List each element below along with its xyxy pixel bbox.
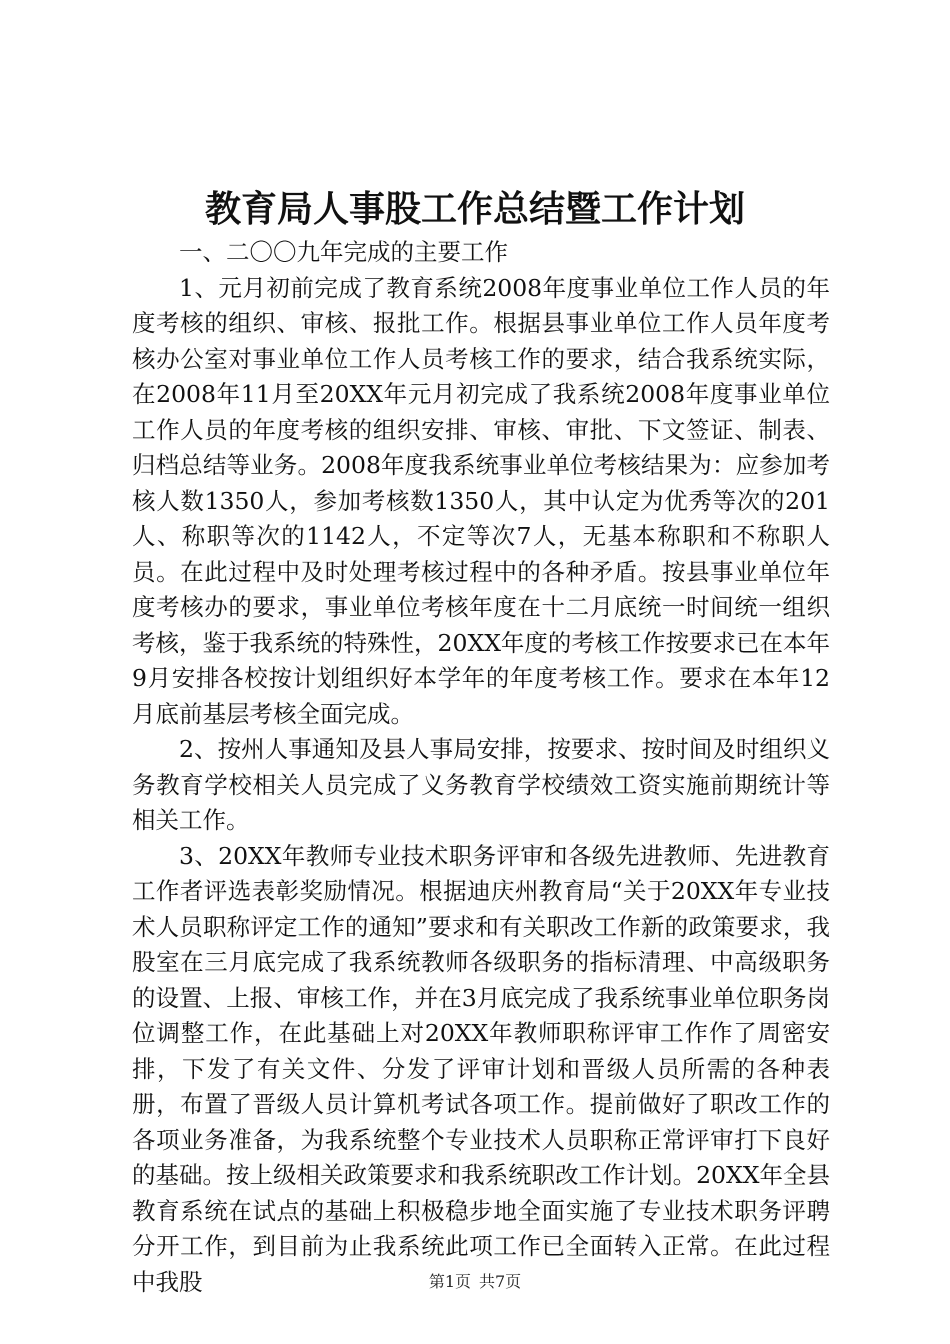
paragraph-3: 3、20XX年教师专业技术职务评审和各级先进教师、先进教育工作者评选表彰奖励情况。根据迪庆州教育局“关于20XX年专业技术人员职称评定工作的通知”要求和有关职改工作新的政策要求，我股室在三月底完成了我系统教师各级职务的指标清理、中高级职务的设置、上报、审核工作，并在3月底完成了我系统事业单位职务岗位调整工作，在此基础上对20XX年教师职称评审工作作了周密安排，下发了有关文件、分发了评审计划和晋级人员所需的各种表册，布置了晋级人员计算机考试各项工作。提前做好了职改工作的各项业务准备，为我系统整个专业技术人员职称正常评审打下良好的基础。按上级相关政策要求和我系统职改工作计划。20XX年全县教育系统在试点的基础上积极稳步地全面实施了专业技术职务评聘分开工作，到目前为止我系统此项工作已全面转入正常。在此过程中我股 <box>132 841 830 1296</box>
page-footer <box>0 1271 950 1293</box>
paragraph-2: 2、按州人事通知及县人事局安排，按要求、按时间及时组织义务教育学校相关人员完成了义务教育学校绩效工资实施前期统计等相关工作。 <box>132 735 830 834</box>
document-title: 教育局人事股工作总结暨工作计划 <box>204 188 745 230</box>
page-total: 共7页 <box>479 1272 522 1291</box>
paragraph-1: 1、元月初前完成了教育系统2008年度事业单位工作人员的年度考核的组织、审核、报批工作。根据县事业单位工作人员年度考核办公室对事业单位工作人员考核工作的要求，结合我系统实际，在2008年11月至20XX年元月初完成了我系统2008年度事业单位工作人员的年度考核的组织安排、审核、审批、下文签证、制表、归档总结等业务。2008年度我系统事业单位考核结果为：应参加考核人数1350人，参加考核数1350人，其中认定为优秀等次的201人、称职等次的1142人，不定等次7人，无基本称职和不称职人员。在此过程中及时处理考核过程中的各种矛盾。按县事业单位年度考核办的要求，事业单位考核年度在十二月底统一时间统一组织考核，鉴于我系统的特殊性，20XX年度的考核工作按要求已在本年9月安排各校按计划组织好本学年的年度考核工作。要求在本年12月底前基层考核全面完成。 <box>132 273 830 728</box>
document-body <box>132 235 830 1300</box>
page-number: 第1页 <box>428 1272 471 1291</box>
section-heading: 一、二〇〇九年完成的主要工作 <box>179 238 508 266</box>
